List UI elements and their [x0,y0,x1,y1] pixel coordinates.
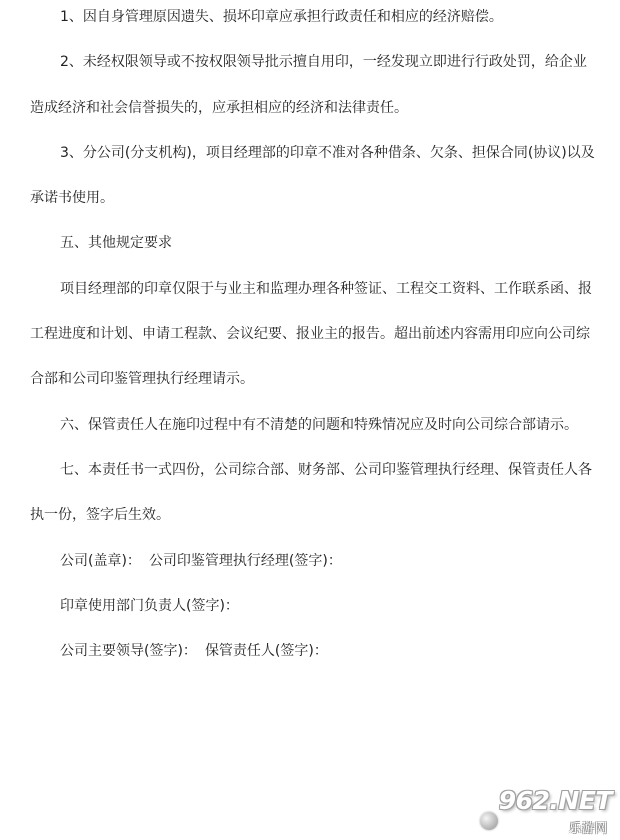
document-body [30,0,596,674]
watermark-site-name: 乐游网 [568,821,608,835]
paragraph-line: 七、本责任书一式四份，公司综合部、财务部、公司印鉴管理执行经理、保管责任人各 [60,461,592,478]
section-six [30,403,596,448]
section-heading-other-rules [30,221,596,266]
department-head-signature-field: 印章使用部门负责人(签字)： [60,597,239,614]
clause-2 [30,40,596,131]
seal-exec-manager-signature-field: 公司印鉴管理执行经理(签字)： [148,552,342,569]
paragraph-line: 承诺书使用。 [30,190,114,207]
paragraph-line: 3、分公司(分支机构)，项目经理部的印章不准对各种借条、欠条、担保合同(协议)以及 [60,144,595,161]
paragraph-line: 项目经理部的印章仅限于与业主和监理办理各种签证、工程交工资料、工作联系函、报 [60,280,592,297]
paragraph-line: 合部和公司印鉴管理执行经理请示。 [30,371,254,388]
section-seven [30,448,596,539]
paragraph-line: 执一份，签字后生效。 [30,507,170,524]
custodian-signature-field: 保管责任人(签字)： [204,643,328,660]
logo-ball-icon [480,812,498,830]
site-watermark [480,786,614,836]
company-leader-signature-field: 公司主要领导(签字)： [60,643,197,660]
paragraph-line: 1、因自身管理原因遗失、损坏印章应承担行政责任和相应的经济赔偿。 [60,9,503,25]
signature-line-department [30,584,596,629]
paragraph-line: 六、保管责任人在施印过程中有不清楚的问题和特殊情况应及时向公司综合部请示。 [60,416,578,433]
watermark-logo-text: 962.NET [498,786,612,815]
company-seal-field: 公司(盖章)： [60,552,141,569]
paragraph-line: 造成经济和社会信誉损失的，应承担相应的经济和法律责任。 [30,99,408,116]
clause-1 [30,0,596,40]
seal-usage-scope [30,267,596,403]
clause-3 [30,131,596,222]
signature-line-company [30,539,596,584]
paragraph-line: 工程进度和计划、申请工程款、会议纪要、报业主的报告。超出前述内容需用印应向公司综 [30,326,590,343]
signature-block [30,539,596,675]
paragraph-line: 2、未经权限领导或不按权限领导批示擅自用印，一经发现立即进行行政处罚，给企业 [60,54,587,71]
section-heading: 五、其他规定要求 [60,235,172,252]
signature-line-leader [30,629,596,674]
